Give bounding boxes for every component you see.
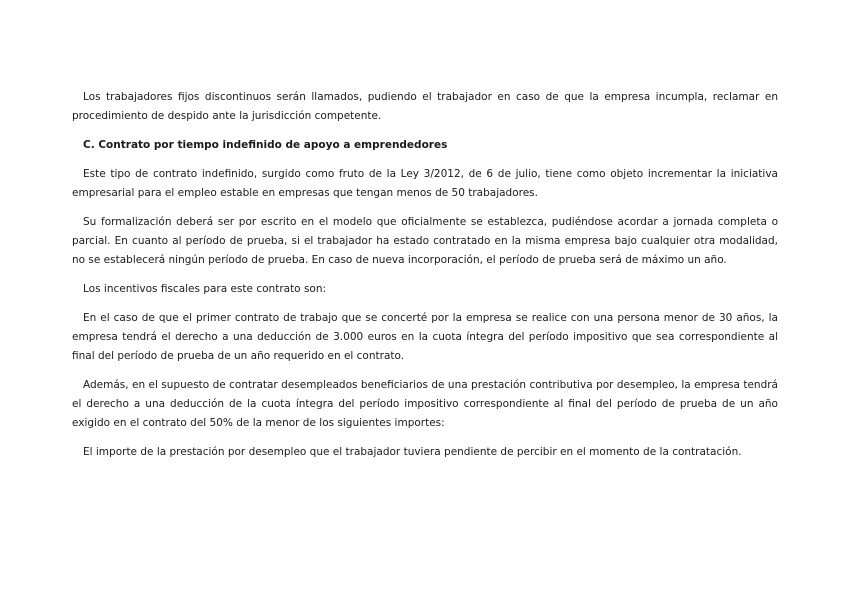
section-heading: C. Contrato por tiempo indefinido de apoyo a emprendedores (83, 139, 448, 151)
paragraph-tipo-contrato: Este tipo de contrato indefinido, surgido como fruto de la Ley 3/2012, de 6 de julio, tiene como objeto incrementar la iniciativa empresarial para el empleo estable en empresas que tengan menos de 50 trabajadores. (72, 168, 778, 199)
paragraph-formalizacion: Su formalización deberá ser por escrito en el modelo que oficialmente se establezca, pudiéndose acordar a jornada completa o parcial. En cuanto al período de prueba, si el trabajador ha estado contratado en la misma empresa bajo cualquier otra modalidad, no se establecerá ningún período de prueba. En caso de nueva incorporación, el período de prueba será de máximo un año. (72, 216, 778, 266)
paragraph-incentivo-desempleados: Además, en el supuesto de contratar desempleados beneficiarios de una prestación contributiva por desempleo, la empresa tendrá el derecho a una deducción de la cuota íntegra del período impositivo correspondiente al final del período de prueba de un año exigido en el contrato del 50% de la menor de los siguientes importes: (72, 379, 778, 429)
paragraph-importe-prestacion: El importe de la prestación por desempleo que el trabajador tuviera pendiente de percibir en el momento de la contratación. (83, 446, 742, 458)
paragraph-fijos-discontinuos: Los trabajadores fijos discontinuos serán llamados, pudiendo el trabajador en caso de que la empresa incumpla, reclamar en procedimiento de despido ante la jurisdicción competente. (72, 91, 778, 122)
document-body (72, 88, 778, 472)
paragraph-incentivos-intro: Los incentivos fiscales para este contrato son: (83, 283, 327, 295)
paragraph-incentivo-menor-30: En el caso de que el primer contrato de trabajo que se concerté por la empresa se realice con una persona menor de 30 años, la empresa tendrá el derecho a una deducción de 3.000 euros en la cuota íntegra del período impositivo que sea correspondiente al final del período de prueba de un año requerido en el contrato. (72, 312, 778, 362)
